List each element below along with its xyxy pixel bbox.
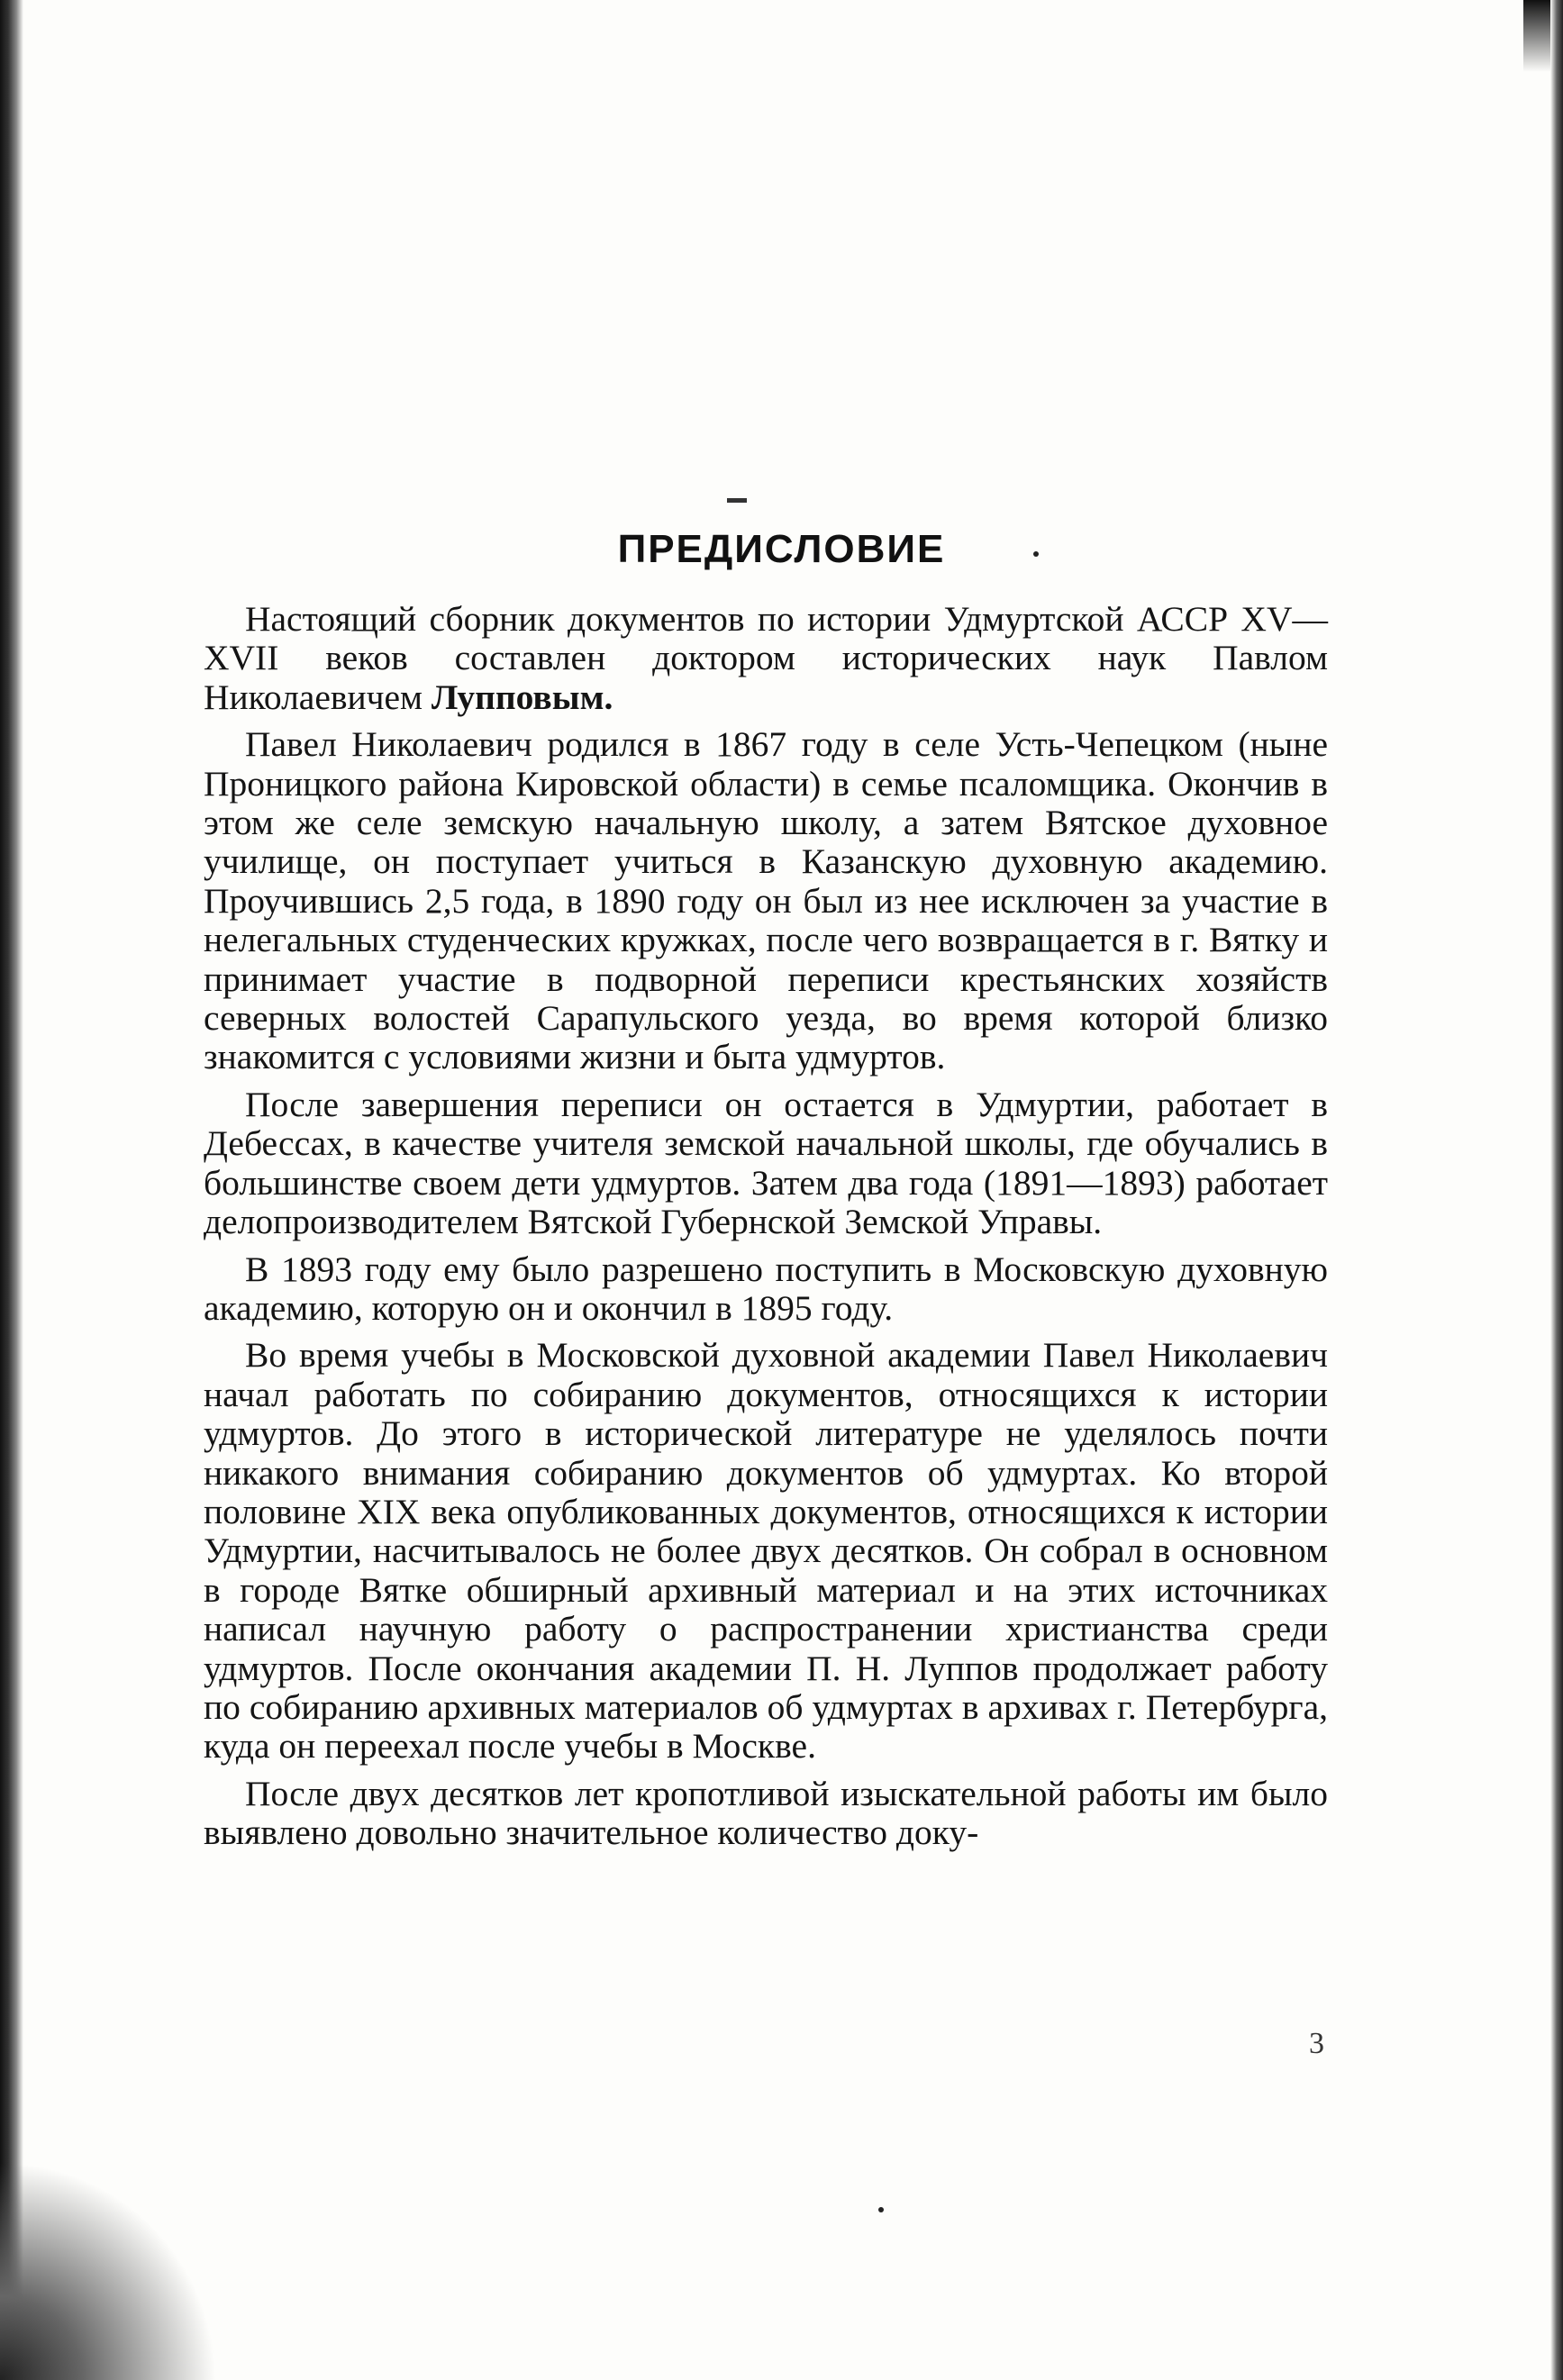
page-heading: ПРЕДИСЛОВИЕ <box>617 527 946 571</box>
print-dash-mark <box>727 498 747 503</box>
paragraph-5: Во время учебы в Московской духовной академии Павел Николаевич начал работать по собиранию документов, относящихся к истории удмуртов. До этого в исторической литературе не уделялось почти никакого внимания собиранию документов об удмуртах. Ко второй половине XIX века опубликованных документов, относящихся к истории Удмуртии, насчитывалось не более двух десятков. Он собрал в основном в городе Вятке обширный архивный материал и на этих источниках написал научную работу о распространении христианства среди удмуртов. После окончания академии П. Н. Луппов продолжает работу по собиранию архивных материалов об удмуртах в архивах г. Петербурга, куда он переехал после учебы в Москве. <box>204 1335 1328 1767</box>
paragraph-1 <box>204 600 1328 717</box>
scan-edge-shadow <box>0 2144 234 2380</box>
ink-speck <box>878 2207 884 2212</box>
body-text <box>204 600 1328 1861</box>
paragraph-2: Павел Николаевич родился в 1867 году в селе Усть-Чепецком (ныне Проницкого района Кировской области) в семье псаломщика. Окончив в этом же селе земскую начальную школу, а затем Вятское духовное училище, он поступает учиться в Казанскую духовную академию. Проучившись 2,5 года, в 1890 году он был из нее исключен за участие в нелегальных студенческих кружках, после чего возвращается в г. Вятку и принимает участие в подворной переписи крестьянских хозяйств северных волостей Сарапульского уезда, во время которой близко знакомится с условиями жизни и быта удмуртов. <box>204 724 1328 1077</box>
paragraph-4: В 1893 году ему было разрешено поступить в Московскую духовную академию, которую он и окончил в 1895 году. <box>204 1249 1328 1328</box>
scan-edge-left <box>0 0 23 2380</box>
author-name: Лупповым. <box>431 677 613 717</box>
paragraph-6: После двух десятков лет кропотливой изыскательной работы им было выявлено довольно значительное количество доку- <box>204 1773 1328 1853</box>
paragraph-1-text: Настоящий сборник документов по истории Удмуртской АССР XV—XVII веков составлен доктором исторических наук Павлом Николаевичем <box>204 599 1328 717</box>
page-number: 3 <box>1309 2027 1324 2060</box>
scan-edge-right-top <box>1523 0 1550 72</box>
paragraph-3: После завершения переписи он остается в Удмуртии, работает в Дебессах, в качестве учителя земской начальной школы, где обучались в большинстве своем дети удмуртов. Затем два года (1891—1893) работает делопроизводителем Вятской Губернской Земской Управы. <box>204 1084 1328 1242</box>
scan-edge-right <box>1550 0 1563 2380</box>
